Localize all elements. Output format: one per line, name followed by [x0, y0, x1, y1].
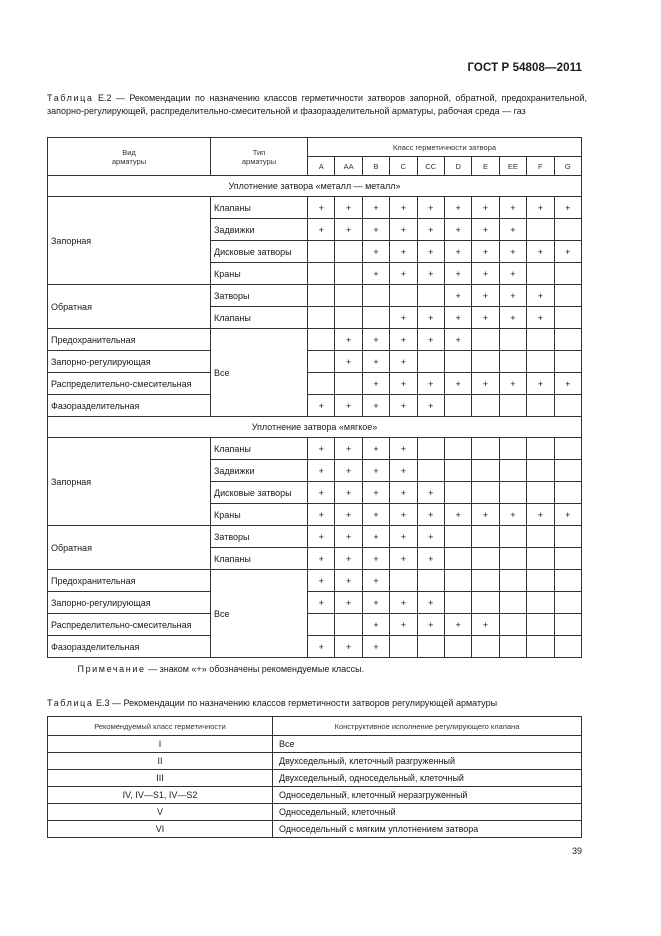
mark-cell: + — [417, 263, 444, 285]
mark-cell — [472, 592, 499, 614]
design-cell: Двухседельный, односедельный, клеточный — [273, 770, 582, 787]
mark-cell: + — [472, 285, 499, 307]
mark-cell — [308, 373, 335, 395]
mark-cell: + — [390, 241, 417, 263]
mark-cell — [417, 460, 444, 482]
table-row — [48, 636, 582, 658]
mark-cell: + — [472, 373, 499, 395]
table-row — [48, 804, 582, 821]
table-e3 — [47, 716, 582, 838]
design-cell: Все — [273, 736, 582, 753]
header-vid: Вид арматуры — [48, 138, 211, 176]
mark-cell: + — [444, 614, 471, 636]
mark-cell: + — [335, 351, 362, 373]
row-type: Затворы — [211, 526, 308, 548]
row-type: Затворы — [211, 285, 308, 307]
mark-cell: + — [390, 263, 417, 285]
mark-cell: + — [362, 526, 389, 548]
mark-cell: + — [444, 373, 471, 395]
mark-cell: + — [335, 197, 362, 219]
mark-cell — [335, 241, 362, 263]
header-class-g: G — [554, 157, 581, 176]
class-cell: VI — [48, 821, 273, 838]
mark-cell — [472, 636, 499, 658]
mark-cell: + — [390, 526, 417, 548]
table-row — [48, 395, 582, 417]
mark-cell — [417, 570, 444, 592]
mark-cell: + — [390, 307, 417, 329]
table-note — [48, 658, 582, 681]
mark-cell: + — [417, 307, 444, 329]
mark-cell: + — [527, 307, 554, 329]
mark-cell — [335, 285, 362, 307]
mark-cell — [444, 395, 471, 417]
mark-cell — [527, 570, 554, 592]
mark-cell: + — [362, 482, 389, 504]
mark-cell: + — [308, 592, 335, 614]
mark-cell — [444, 570, 471, 592]
table-e2-caption-text: — Рекомендации по назначению классов герметичности затворов запорной, обратной, предохранительной, запорно-регулирующей, распределительно-смесительной и фазоразделительной арматуры, рабочая среда — газ — [47, 93, 587, 116]
mark-cell — [472, 482, 499, 504]
mark-cell: + — [362, 395, 389, 417]
mark-cell: + — [390, 504, 417, 526]
table-e2-caption-label: Таблица — [47, 93, 94, 103]
mark-cell — [527, 351, 554, 373]
mark-cell: + — [390, 614, 417, 636]
header-class-aa: AA — [335, 157, 362, 176]
mark-cell: + — [417, 329, 444, 351]
header-class-b: B — [362, 157, 389, 176]
mark-cell — [472, 329, 499, 351]
mark-cell: + — [527, 285, 554, 307]
mark-cell: + — [499, 307, 526, 329]
mark-cell: + — [527, 504, 554, 526]
mark-cell: + — [499, 285, 526, 307]
mark-cell — [527, 263, 554, 285]
row-kind: Предохранительная — [48, 329, 211, 351]
mark-cell: + — [335, 438, 362, 460]
mark-cell: + — [362, 636, 389, 658]
mark-cell: + — [417, 548, 444, 570]
mark-cell — [417, 351, 444, 373]
table-row — [48, 570, 582, 592]
mark-cell — [554, 438, 581, 460]
mark-cell: + — [499, 504, 526, 526]
mark-cell: + — [417, 504, 444, 526]
mark-cell — [308, 263, 335, 285]
mark-cell: + — [527, 241, 554, 263]
mark-cell — [499, 592, 526, 614]
mark-cell: + — [390, 548, 417, 570]
header-class-f: F — [527, 157, 554, 176]
class-cell: I — [48, 736, 273, 753]
table-row — [48, 438, 582, 460]
mark-cell: + — [335, 526, 362, 548]
mark-cell: + — [417, 482, 444, 504]
row-kind: Запорно-регулирующая — [48, 592, 211, 614]
mark-cell: + — [308, 636, 335, 658]
mark-cell — [527, 614, 554, 636]
mark-cell: + — [472, 307, 499, 329]
mark-cell: + — [335, 482, 362, 504]
class-cell: V — [48, 804, 273, 821]
mark-cell: + — [554, 504, 581, 526]
mark-cell: + — [444, 329, 471, 351]
mark-cell: + — [444, 197, 471, 219]
row-type: Все — [211, 570, 308, 658]
mark-cell: + — [417, 197, 444, 219]
mark-cell: + — [362, 219, 389, 241]
mark-cell: + — [308, 482, 335, 504]
mark-cell — [390, 285, 417, 307]
mark-cell: + — [417, 526, 444, 548]
mark-cell: + — [362, 460, 389, 482]
table-e3-caption-number: Е.3 — [96, 698, 110, 708]
header-class-ee: EE — [499, 157, 526, 176]
mark-cell — [554, 614, 581, 636]
mark-cell: + — [472, 197, 499, 219]
mark-cell — [444, 482, 471, 504]
mark-cell — [335, 307, 362, 329]
row-kind: Распределительно-смесительная — [48, 614, 211, 636]
row-kind: Запорная — [48, 197, 211, 285]
mark-cell: + — [499, 373, 526, 395]
mark-cell: + — [417, 395, 444, 417]
mark-cell — [554, 351, 581, 373]
table-row — [48, 592, 582, 614]
mark-cell: + — [499, 197, 526, 219]
mark-cell: + — [444, 285, 471, 307]
mark-cell: + — [362, 504, 389, 526]
table-row — [48, 285, 582, 307]
header-class-a: A — [308, 157, 335, 176]
note-label: Примечание — [77, 664, 146, 674]
table-row — [48, 373, 582, 395]
row-type: Все — [211, 329, 308, 417]
mark-cell — [417, 636, 444, 658]
row-type: Клапаны — [211, 307, 308, 329]
mark-cell: + — [390, 592, 417, 614]
table-row — [48, 197, 582, 219]
mark-cell: + — [527, 197, 554, 219]
mark-cell — [362, 285, 389, 307]
table-row — [48, 736, 582, 753]
mark-cell — [472, 460, 499, 482]
note-text: — знаком «+» обозначены рекомендуемые классы. — [145, 664, 365, 674]
mark-cell: + — [335, 548, 362, 570]
mark-cell — [554, 570, 581, 592]
mark-cell: + — [472, 219, 499, 241]
mark-cell — [472, 570, 499, 592]
mark-cell: + — [390, 329, 417, 351]
mark-cell — [444, 438, 471, 460]
header-class: Класс герметичности затвора — [308, 138, 582, 157]
design-cell: Двухседельный, клеточный разгруженный — [273, 753, 582, 770]
mark-cell — [335, 614, 362, 636]
header-design: Конструктивное исполнение регулирующего клапана — [273, 717, 582, 736]
mark-cell — [554, 460, 581, 482]
mark-cell: + — [390, 482, 417, 504]
mark-cell — [390, 636, 417, 658]
row-kind: Фазоразделительная — [48, 395, 211, 417]
table-row — [48, 770, 582, 787]
mark-cell: + — [444, 504, 471, 526]
table-e3-caption-text: — Рекомендации по назначению классов герметичности затворов регулирующей арматуры — [109, 698, 498, 708]
mark-cell: + — [308, 570, 335, 592]
mark-cell — [554, 329, 581, 351]
mark-cell: + — [390, 351, 417, 373]
mark-cell: + — [335, 636, 362, 658]
mark-cell — [527, 636, 554, 658]
mark-cell: + — [362, 373, 389, 395]
table-row — [48, 614, 582, 636]
mark-cell — [554, 636, 581, 658]
table-row — [48, 351, 582, 373]
row-type: Дисковые затворы — [211, 482, 308, 504]
mark-cell — [472, 351, 499, 373]
mark-cell: + — [554, 241, 581, 263]
table-row — [48, 753, 582, 770]
mark-cell: + — [554, 373, 581, 395]
mark-cell — [554, 219, 581, 241]
mark-cell: + — [472, 504, 499, 526]
mark-cell: + — [335, 504, 362, 526]
mark-cell — [527, 460, 554, 482]
mark-cell — [308, 285, 335, 307]
mark-cell: + — [335, 570, 362, 592]
page-number: 39 — [571, 846, 582, 856]
row-type: Задвижки — [211, 460, 308, 482]
row-kind: Запорно-регулирующая — [48, 351, 211, 373]
design-cell: Односедельный с мягким уплотнением затвора — [273, 821, 582, 838]
mark-cell — [308, 241, 335, 263]
mark-cell — [362, 307, 389, 329]
mark-cell: + — [472, 614, 499, 636]
mark-cell — [554, 592, 581, 614]
mark-cell — [417, 438, 444, 460]
mark-cell — [554, 285, 581, 307]
mark-cell: + — [362, 548, 389, 570]
mark-cell: + — [362, 197, 389, 219]
row-type: Клапаны — [211, 438, 308, 460]
mark-cell — [308, 329, 335, 351]
mark-cell — [308, 307, 335, 329]
mark-cell — [499, 636, 526, 658]
mark-cell — [527, 438, 554, 460]
section-metal: Уплотнение затвора «металл — металл» — [48, 176, 582, 197]
mark-cell — [390, 570, 417, 592]
mark-cell — [444, 351, 471, 373]
mark-cell: + — [362, 351, 389, 373]
mark-cell: + — [362, 614, 389, 636]
mark-cell: + — [417, 614, 444, 636]
table-e2 — [47, 137, 582, 680]
mark-cell — [499, 614, 526, 636]
mark-cell — [527, 329, 554, 351]
design-cell: Односедельный, клеточный неразгруженный — [273, 787, 582, 804]
mark-cell: + — [335, 219, 362, 241]
mark-cell: + — [499, 219, 526, 241]
mark-cell: + — [362, 263, 389, 285]
mark-cell — [444, 460, 471, 482]
mark-cell: + — [308, 504, 335, 526]
mark-cell: + — [308, 395, 335, 417]
mark-cell — [472, 438, 499, 460]
mark-cell — [417, 285, 444, 307]
mark-cell: + — [362, 438, 389, 460]
mark-cell — [527, 219, 554, 241]
mark-cell — [444, 548, 471, 570]
mark-cell — [499, 395, 526, 417]
row-kind: Обратная — [48, 285, 211, 329]
row-type: Клапаны — [211, 197, 308, 219]
header-class-e: E — [472, 157, 499, 176]
mark-cell: + — [390, 219, 417, 241]
mark-cell — [472, 526, 499, 548]
mark-cell — [499, 329, 526, 351]
header-class-cc: CC — [417, 157, 444, 176]
class-cell: II — [48, 753, 273, 770]
section-soft: Уплотнение затвора «мягкое» — [48, 417, 582, 438]
mark-cell — [472, 548, 499, 570]
mark-cell: + — [362, 329, 389, 351]
mark-cell — [308, 351, 335, 373]
table-row — [48, 526, 582, 548]
mark-cell: + — [390, 395, 417, 417]
header-rec-class: Рекомендуемый класс герметичности — [48, 717, 273, 736]
table-e3-caption-label: Таблица — [47, 698, 94, 708]
mark-cell: + — [417, 241, 444, 263]
mark-cell — [335, 263, 362, 285]
mark-cell — [554, 263, 581, 285]
row-kind: Фазоразделительная — [48, 636, 211, 658]
mark-cell — [554, 526, 581, 548]
mark-cell — [527, 526, 554, 548]
row-kind: Запорная — [48, 438, 211, 526]
class-cell: IV, IV—S1, IV—S2 — [48, 787, 273, 804]
row-type: Краны — [211, 263, 308, 285]
mark-cell — [444, 526, 471, 548]
mark-cell — [444, 636, 471, 658]
mark-cell: + — [308, 219, 335, 241]
mark-cell — [527, 482, 554, 504]
mark-cell — [527, 548, 554, 570]
mark-cell — [554, 482, 581, 504]
row-type: Краны — [211, 504, 308, 526]
mark-cell — [335, 373, 362, 395]
mark-cell — [554, 307, 581, 329]
mark-cell: + — [472, 241, 499, 263]
mark-cell: + — [308, 460, 335, 482]
mark-cell — [554, 548, 581, 570]
mark-cell — [499, 438, 526, 460]
mark-cell: + — [390, 438, 417, 460]
mark-cell: + — [362, 570, 389, 592]
mark-cell — [499, 570, 526, 592]
mark-cell: + — [499, 263, 526, 285]
mark-cell: + — [527, 373, 554, 395]
mark-cell — [499, 548, 526, 570]
mark-cell: + — [444, 263, 471, 285]
mark-cell — [499, 526, 526, 548]
mark-cell — [527, 395, 554, 417]
mark-cell: + — [335, 592, 362, 614]
mark-cell: + — [308, 548, 335, 570]
mark-cell — [472, 395, 499, 417]
table-row — [48, 329, 582, 351]
mark-cell: + — [308, 197, 335, 219]
standard-number: ГОСТ Р 54808—2011 — [467, 62, 582, 74]
row-type: Задвижки — [211, 219, 308, 241]
table-e2-caption — [47, 92, 587, 117]
table-row — [48, 821, 582, 838]
mark-cell — [527, 592, 554, 614]
row-kind: Предохранительная — [48, 570, 211, 592]
mark-cell: + — [308, 526, 335, 548]
table-e2-caption-number: Е.2 — [97, 93, 112, 103]
mark-cell: + — [390, 460, 417, 482]
mark-cell: + — [444, 307, 471, 329]
mark-cell: + — [444, 219, 471, 241]
mark-cell: + — [390, 197, 417, 219]
mark-cell — [554, 395, 581, 417]
mark-cell: + — [444, 241, 471, 263]
class-cell: III — [48, 770, 273, 787]
header-class-d: D — [444, 157, 471, 176]
table-row — [48, 787, 582, 804]
mark-cell: + — [417, 592, 444, 614]
row-type: Дисковые затворы — [211, 241, 308, 263]
mark-cell: + — [335, 395, 362, 417]
mark-cell: + — [499, 241, 526, 263]
mark-cell — [308, 614, 335, 636]
mark-cell: + — [472, 263, 499, 285]
mark-cell: + — [308, 438, 335, 460]
mark-cell: + — [335, 329, 362, 351]
mark-cell — [499, 351, 526, 373]
mark-cell: + — [362, 241, 389, 263]
mark-cell — [444, 592, 471, 614]
header-class-c: C — [390, 157, 417, 176]
row-type: Клапаны — [211, 548, 308, 570]
mark-cell — [499, 460, 526, 482]
mark-cell: + — [417, 373, 444, 395]
mark-cell: + — [335, 460, 362, 482]
mark-cell: + — [554, 197, 581, 219]
mark-cell — [499, 482, 526, 504]
header-type: Тип арматуры — [211, 138, 308, 176]
mark-cell: + — [390, 373, 417, 395]
mark-cell: + — [362, 592, 389, 614]
design-cell: Односедельный, клеточный — [273, 804, 582, 821]
table-e3-caption — [47, 697, 587, 710]
mark-cell: + — [417, 219, 444, 241]
row-kind: Распределительно-смесительная — [48, 373, 211, 395]
row-kind: Обратная — [48, 526, 211, 570]
